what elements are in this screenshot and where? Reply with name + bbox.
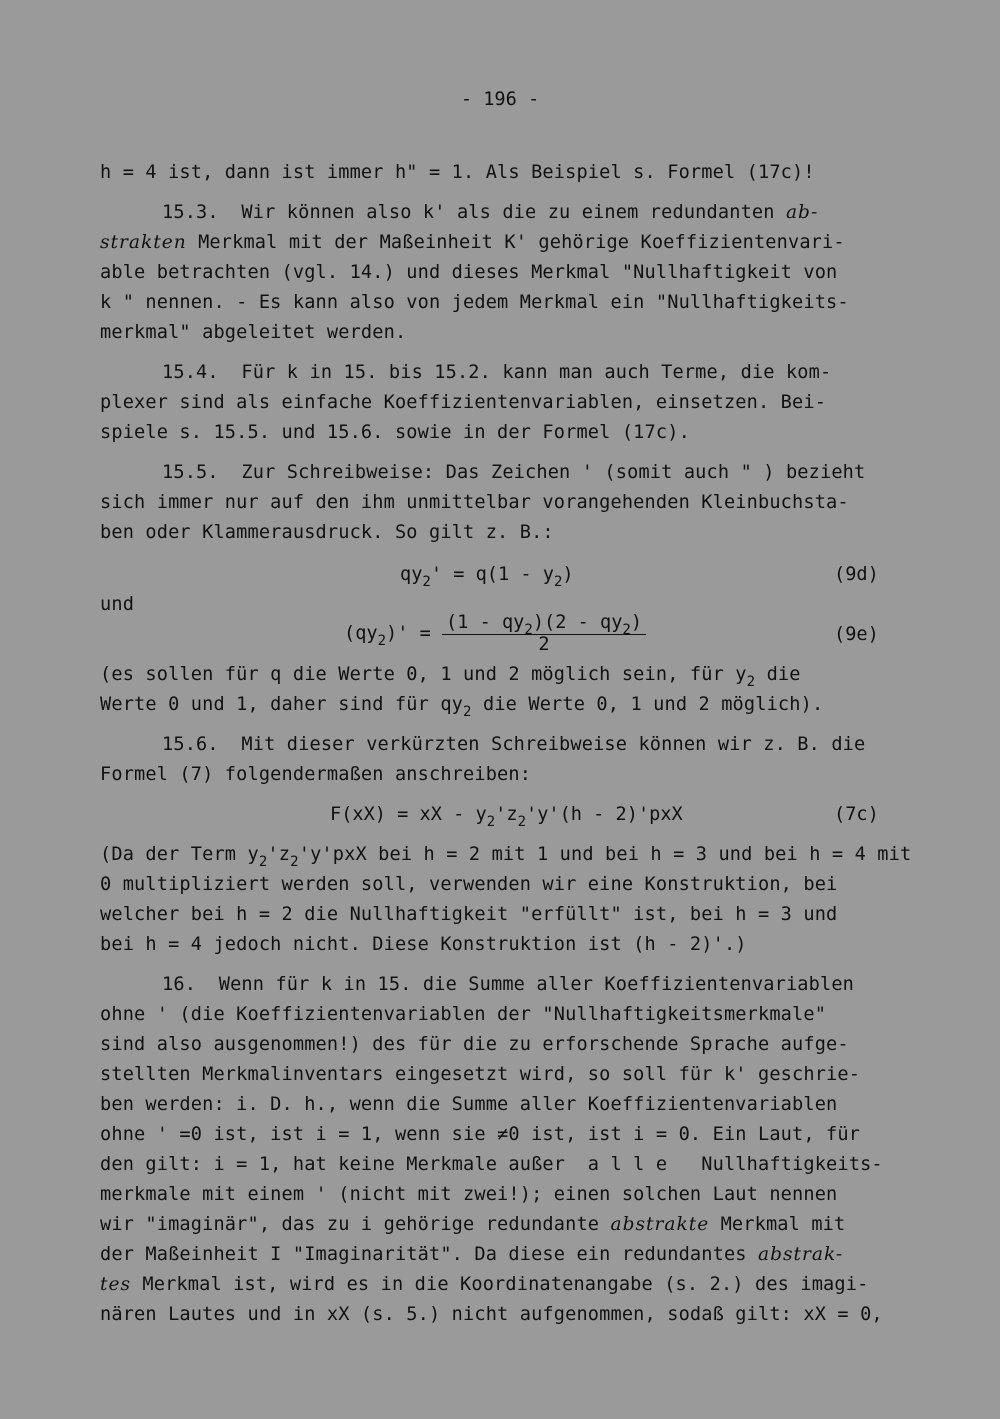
- text-line: wir "imaginär", das zu i gehörige redundante abstrakte Merkmal mit: [100, 1214, 846, 1235]
- equation-9e: $(qy_2)'$ = $\frac{(1 - qy_2)(2 - qy_2)}{2}$: [344, 612, 646, 655]
- paragraph-15-5-start: 15.5. Zur Schreibweise: Das Zeichen ' (somit auch " ) bezieht: [162, 462, 866, 483]
- equation-7c: F(xX) = xX - $y_2'z_2'y'(h - 2)'pxX$: [330, 804, 683, 830]
- equation-label-9e: (9e): [834, 624, 879, 645]
- text-line: stellten Merkmalinventars eingesetzt wird, so soll für k' geschrie-: [100, 1064, 861, 1085]
- text-line: den gilt: i = 1, hat keine Merkmale außer a l l e Nullhaftigkeits-: [100, 1154, 883, 1175]
- paragraph-16-start: 16. Wenn für k in 15. die Summe aller Koeffizientenvariablen: [162, 974, 855, 995]
- text-line: plexer sind als einfache Koeffizientenvariablen, einsetzen. Bei-: [100, 392, 827, 413]
- fraction: $\frac{(1 - qy_2)(2 - qy_2)}{2}$: [442, 612, 646, 655]
- text-line: ohne ' =0 ist, ist i = 1, wenn sie ≠0 ist, ist i = 0. Ein Laut, für: [100, 1124, 861, 1145]
- text-line: sich immer nur auf den ihm unmittelbar vorangehenden Kleinbuchsta-: [100, 492, 849, 513]
- equation-9d: $qy_2' = q(1 - y_2)$: [400, 564, 574, 590]
- text-line: tes Merkmal ist, wird es in die Koordinatenangabe (s. 2.) des imagi-: [100, 1274, 869, 1295]
- text-line: Formel (7) folgendermaßen anschreiben:: [100, 764, 532, 785]
- text-line: strakten Merkmal mit der Maßeinheit K' gehörige Koeffizientenvari-: [100, 232, 845, 253]
- paragraph-15-3-start: 15.3. Wir können also k' als die zu einem redundanten ab-: [162, 202, 819, 223]
- text-line: spiele s. 15.5. und 15.6. sowie in der Formel (17c).: [100, 422, 690, 443]
- text-line: ben werden: i. D. h., wenn die Summe aller Koeffizientenvariablen: [100, 1094, 838, 1115]
- text-line: bei h = 4 jedoch nicht. Diese Konstruktion ist (h - 2)'.): [100, 934, 747, 955]
- text-line: k " nennen. - Es kann also von jedem Merkmal ein "Nullhaftigkeits-: [100, 292, 849, 313]
- page-number: - 196 -: [460, 89, 540, 110]
- paragraph-15-4-start: 15.4. Für k in 15. bis 15.2. kann man auch Terme, die kom-: [162, 362, 832, 383]
- text-line: welcher bei h = 2 die Nullhaftigkeit "erfüllt" ist, bei h = 3 und: [100, 904, 838, 925]
- text-line: Werte 0 und 1, daher sind für $qy_2$ die Werte 0, 1 und 2 möglich).: [100, 694, 824, 720]
- text-line: 0 multipliziert werden soll, verwenden wir eine Konstruktion, bei: [100, 874, 838, 895]
- text-line: (es sollen für q die Werte 0, 1 und 2 möglich sein, für $y_2$ die: [100, 664, 801, 690]
- paragraph-15-6-start: 15.6. Mit dieser verkürzten Schreibweise können wir z. B. die: [162, 734, 866, 755]
- text-line: sind also ausgenommen!) des für die zu erforschende Sprache aufge-: [100, 1034, 849, 1055]
- equation-label-7c: (7c): [834, 804, 879, 825]
- text-line: ben oder Klammerausdruck. So gilt z. B.:: [100, 522, 554, 543]
- text-line: h = 4 ist, dann ist immer h" = 1. Als Beispiel s. Formel (17c)!: [100, 162, 815, 183]
- text-line: und: [100, 594, 135, 615]
- text-line: (Da der Term $y_2'z_2'y'pxX$ bei h = 2 mit 1 und bei h = 3 und bei h = 4 mit: [100, 844, 912, 870]
- text-line: able betrachten (vgl. 14.) und dieses Merkmal "Nullhaftigkeit von: [100, 262, 838, 283]
- text-line: merkmal" abgeleitet werden.: [100, 322, 407, 343]
- equation-label-9d: (9d): [834, 564, 879, 585]
- text-line: nären Lautes und in xX (s. 5.) nicht aufgenommen, sodaß gilt: xX = 0,: [100, 1304, 883, 1325]
- text-line: merkmale mit einem ' (nicht mit zwei!); einen solchen Laut nennen: [100, 1184, 838, 1205]
- text-line: ohne ' (die Koeffizientenvariablen der "Nullhaftigkeitsmerkmale": [100, 1004, 827, 1025]
- text-line: der Maßeinheit I "Imaginarität". Da diese ein redundantes abstrak-: [100, 1244, 844, 1265]
